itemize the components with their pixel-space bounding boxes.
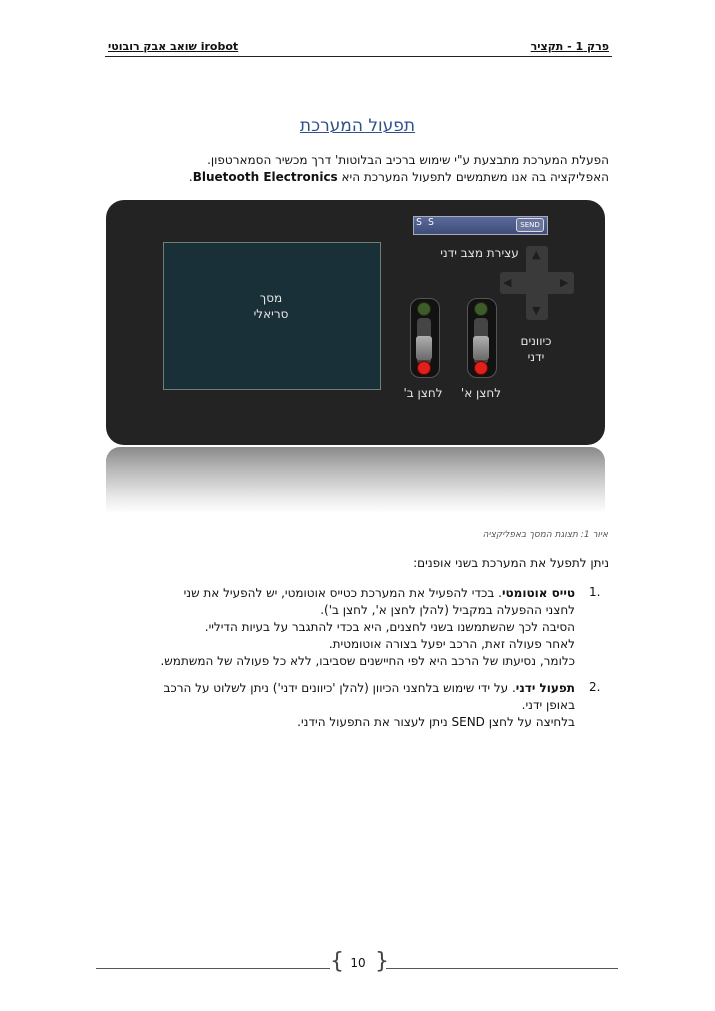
serial-screen-label-line1: מסך xyxy=(259,291,283,305)
right-brace-icon: } xyxy=(375,949,389,974)
left-brace-icon: { xyxy=(330,949,344,974)
page-number: 10 xyxy=(350,956,366,970)
item-2-line-1-rest: . על ידי שימוש בלחצני הכיוון (להלן 'כיוונים ידני') ניתן לשלוט על הרכב xyxy=(163,681,516,695)
switch-b-label: לחצן ב' xyxy=(403,386,443,400)
item-2-line-3: בלחיצה על לחצן SEND ניתן לעצור את התפעול הידני. xyxy=(297,715,575,729)
item-1-line-3: הסיבה לכך שהשתמשנו בשני לחצנים, היא בכדי להתגבר על בעיות הדיליי. xyxy=(204,620,575,634)
switch-a-label: לחצן א' xyxy=(460,386,502,400)
item-1-number: 1. xyxy=(589,585,601,599)
item-1-line-4: לאחר פעולה זאת, הרכב יפעל בצורה אוטומטית. xyxy=(328,637,575,651)
item-1-line-1 xyxy=(75,585,575,602)
footer-rule-right xyxy=(386,968,618,969)
switch-a-green-led xyxy=(474,302,488,316)
intro-line-2 xyxy=(109,169,609,186)
directions-label-line2: ידני xyxy=(527,350,545,364)
item-2-bold: תפעול ידני xyxy=(515,681,575,695)
item-2-line-1 xyxy=(75,680,575,697)
item-1-bold: טייס אוטומטי xyxy=(501,586,575,600)
app-name: Bluetooth Electronics xyxy=(192,170,338,184)
intro-line-2-suffix: . xyxy=(188,170,193,184)
item-1-line-2: לחצני ההפעלה במקביל (להלן לחצן א', לחצן ב'). xyxy=(320,603,575,617)
intro-line-2-prefix: האפליקציה בה אנו משתמשים לתפעול המערכת היא xyxy=(337,170,609,184)
lead-sentence: ניתן לתפעל את המערכת בשני אופנים: xyxy=(413,556,609,570)
switch-b-knob[interactable] xyxy=(416,336,432,360)
item-1-line-5: כלומר, נסיעתו של הרכב היא לפי החיישנים שסביבו, ללא כל פעולה של המשתמש. xyxy=(160,654,575,668)
intro-line-1: הפעלת המערכת מתבצעת ע"י שימוש ברכיב הבלוטות' דרך מכשיר הסמארטפון. xyxy=(207,153,609,167)
item-1-text xyxy=(75,585,575,670)
switch-b-red-led xyxy=(417,361,431,375)
switch-a-knob[interactable] xyxy=(473,336,489,360)
figure-caption: איור 1: תצוגת המסך באפליקציה xyxy=(482,530,608,540)
header-rule xyxy=(105,56,612,57)
directions-label-line1: כיוונים xyxy=(520,334,552,348)
item-2-number: 2. xyxy=(589,680,601,694)
footer-rule-left xyxy=(96,968,330,969)
panel-reflection xyxy=(106,447,605,513)
arrow-right-icon[interactable]: ▶ xyxy=(560,276,569,289)
arrow-up-icon[interactable]: ▲ xyxy=(532,248,541,261)
directions-label xyxy=(505,333,567,365)
stop-manual-label: עצירת מצב ידני xyxy=(440,246,519,260)
header-right: פרק 1 - תקציר xyxy=(530,40,609,53)
arrow-left-icon[interactable]: ◀ xyxy=(503,276,512,289)
switch-a-red-led xyxy=(474,361,488,375)
switch-b-green-led xyxy=(417,302,431,316)
header-left: שואב אבק רובוטי irobot xyxy=(108,40,239,53)
serial-screen-label xyxy=(163,290,379,322)
item-2-text xyxy=(75,680,575,731)
item-2-line-2: באופן ידני. xyxy=(521,698,575,712)
intro-paragraph xyxy=(109,152,609,186)
send-text-field[interactable]: S S xyxy=(416,217,435,228)
serial-screen-label-line2: סריאלי xyxy=(253,307,289,321)
page-title: תפעול המערכת xyxy=(299,116,416,136)
send-button[interactable]: SEND xyxy=(516,218,544,232)
item-1-line-1-rest: . בכדי להפעיל את המערכת כטייס אוטומטי, יש להפעיל את שני xyxy=(183,586,502,600)
arrow-down-icon[interactable]: ▼ xyxy=(532,304,541,317)
